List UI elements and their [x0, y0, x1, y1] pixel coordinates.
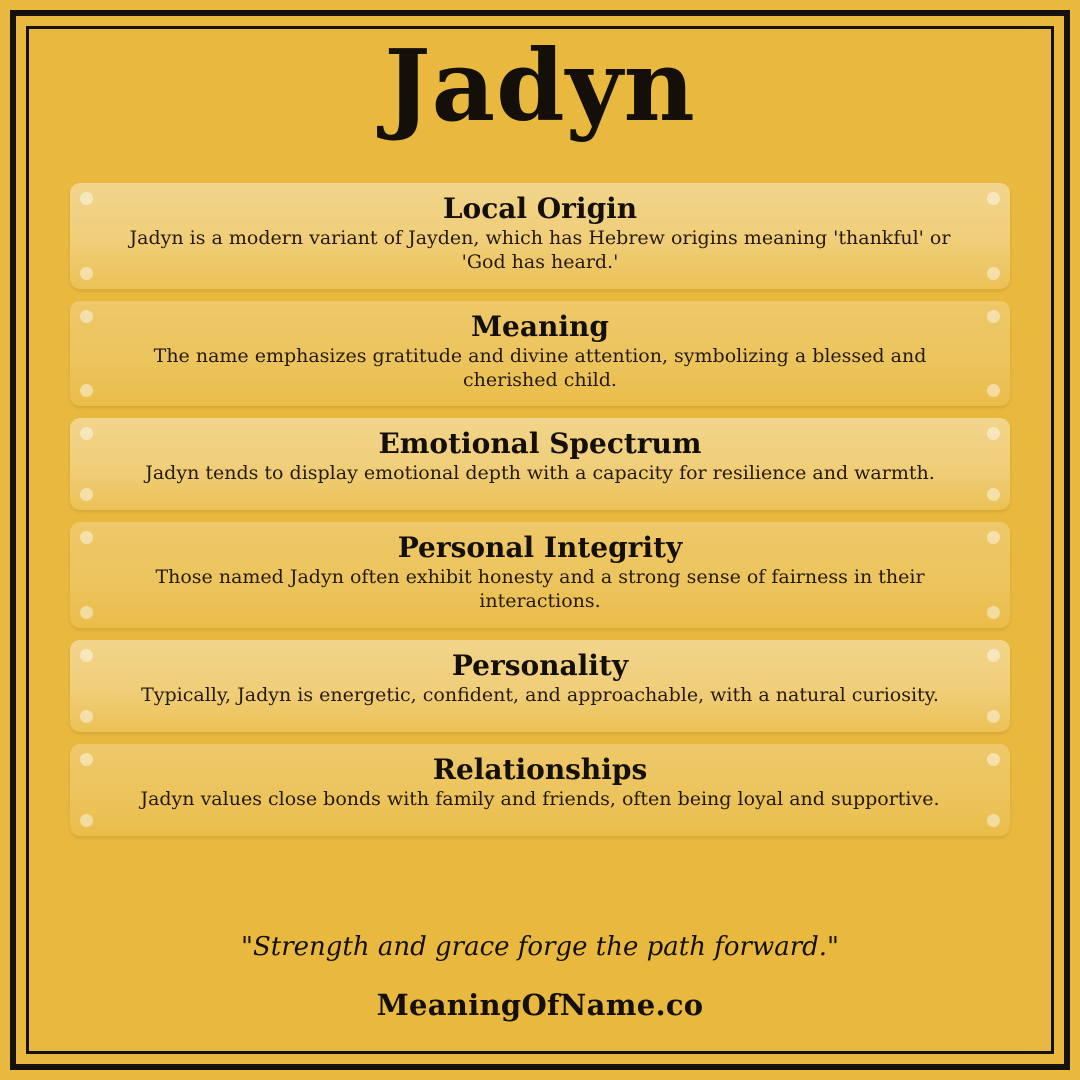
- section-title: Local Origin: [442, 191, 638, 225]
- sections-list: [40, 183, 1040, 836]
- section-text: The name emphasizes gratitude and divine attention, symbolizing a blessed and cherished child.: [153, 344, 927, 391]
- corner-dot-icon: [987, 427, 1000, 440]
- corner-dot-icon: [987, 488, 1000, 501]
- corner-dot-icon: [80, 649, 93, 662]
- corner-dot-icon: [80, 753, 93, 766]
- section-card-meaning: [70, 301, 1010, 407]
- quote-line: [40, 932, 1040, 962]
- corner-dot-icon: [80, 267, 93, 280]
- section-card-emotional-spectrum: [70, 418, 1010, 510]
- quote-open-mark: ": [240, 932, 253, 962]
- section-title: Relationships: [432, 752, 648, 786]
- brand-name: MeaningOfName.co: [376, 988, 704, 1022]
- section-text: Jadyn is a modern variant of Jayden, which has Hebrew origins meaning 'thankful' or 'God has heard.': [129, 227, 951, 273]
- section-card-local-origin: [70, 183, 1010, 289]
- corner-dot-icon: [987, 531, 1000, 544]
- poster-content: [40, 29, 1040, 1046]
- corner-dot-icon: [987, 753, 1000, 766]
- section-text: Those named Jadyn often exhibit honesty and a strong sense of fairness in their interactions.: [155, 566, 925, 613]
- section-card-relationships: [70, 744, 1010, 836]
- corner-dot-icon: [987, 814, 1000, 827]
- section-title: Meaning: [471, 309, 609, 343]
- section-title: Personal Integrity: [397, 531, 683, 565]
- corner-dot-icon: [987, 384, 1000, 397]
- corner-dot-icon: [987, 192, 1000, 205]
- section-card-personal-integrity: [70, 522, 1010, 628]
- corner-dot-icon: [987, 606, 1000, 619]
- section-text: Jadyn tends to display emotional depth with a capacity for resilience and warmth.: [145, 462, 935, 485]
- corner-dot-icon: [987, 649, 1000, 662]
- section-title: Emotional Spectrum: [378, 427, 702, 461]
- page-title: Jadyn: [384, 29, 696, 144]
- corner-dot-icon: [80, 488, 93, 501]
- corner-dot-icon: [987, 310, 1000, 323]
- corner-dot-icon: [80, 606, 93, 619]
- corner-dot-icon: [80, 531, 93, 544]
- corner-dot-icon: [80, 427, 93, 440]
- corner-dot-icon: [80, 710, 93, 723]
- corner-dot-icon: [987, 710, 1000, 723]
- corner-dot-icon: [80, 384, 93, 397]
- corner-dot-icon: [80, 192, 93, 205]
- corner-dot-icon: [987, 267, 1000, 280]
- section-card-personality: [70, 640, 1010, 732]
- corner-dot-icon: [80, 814, 93, 827]
- section-text: Typically, Jadyn is energetic, confident, and approachable, with a natural curiosity.: [141, 684, 939, 707]
- quote-text: Strength and grace forge the path forward.: [252, 932, 828, 962]
- section-text: Jadyn values close bonds with family and friends, often being loyal and supportive.: [140, 788, 940, 811]
- corner-dot-icon: [80, 310, 93, 323]
- poster-footer: [40, 932, 1040, 1046]
- section-title: Personality: [451, 648, 629, 682]
- quote-close-mark: ": [827, 932, 840, 962]
